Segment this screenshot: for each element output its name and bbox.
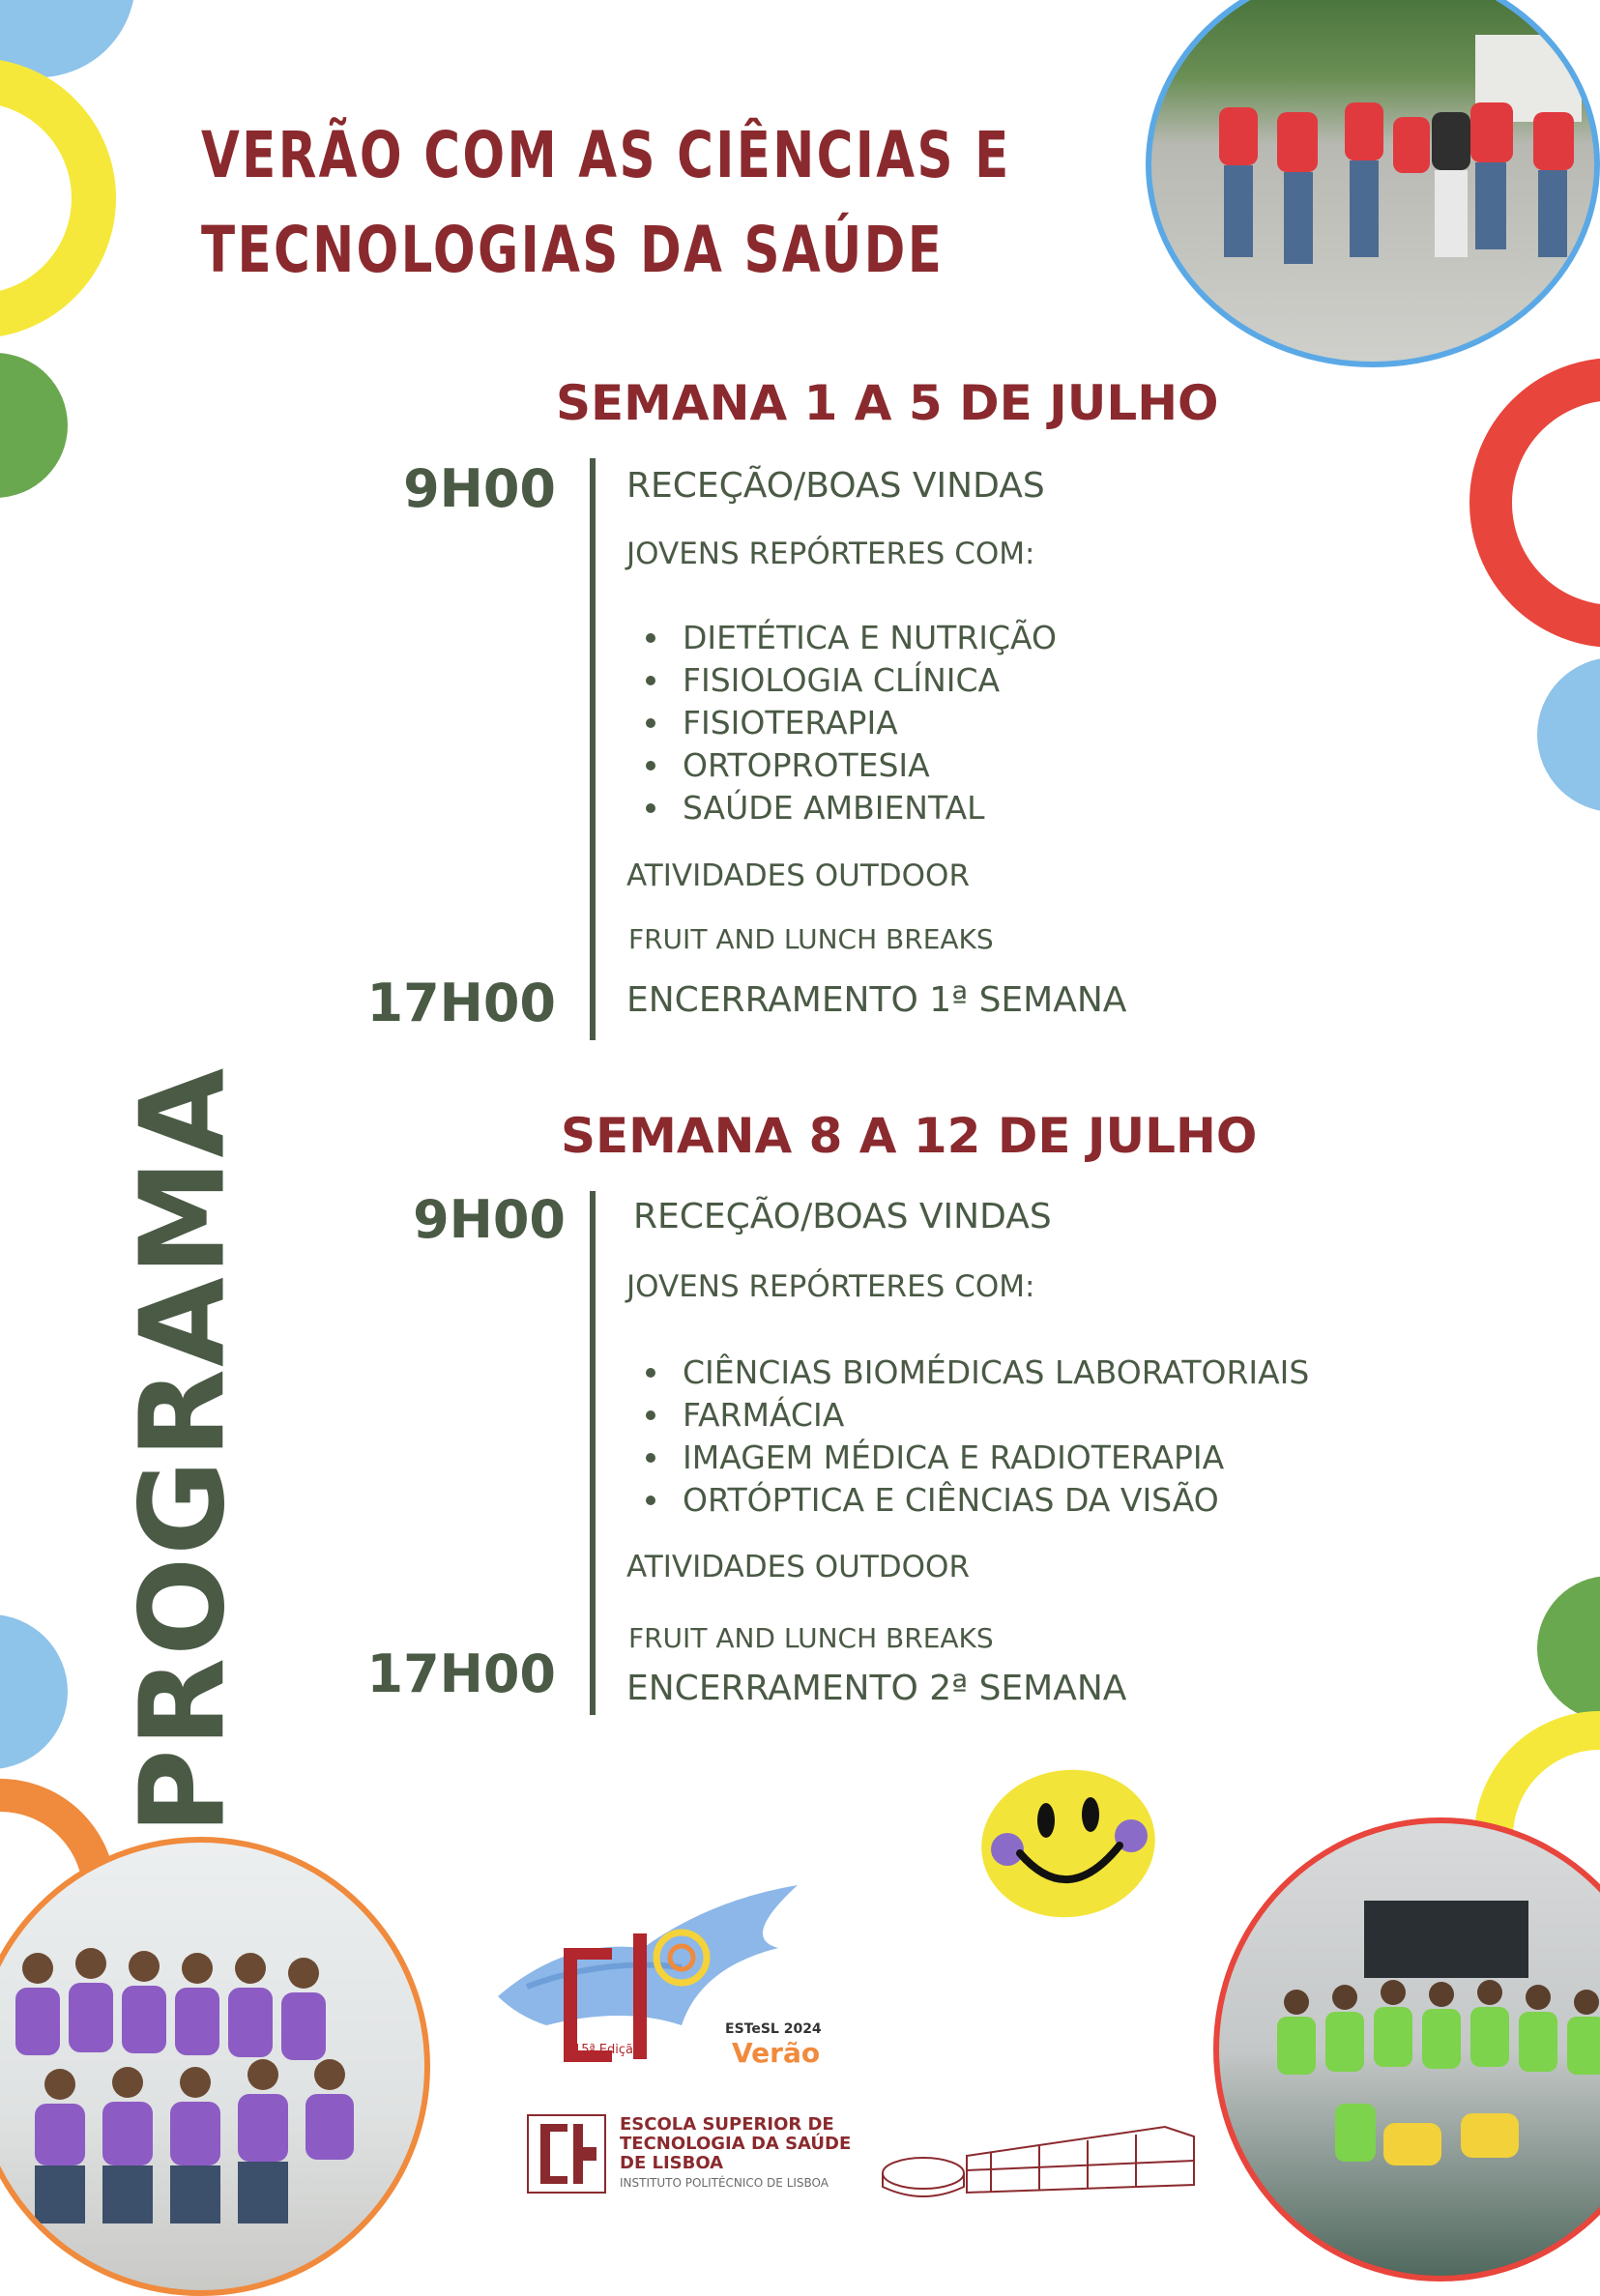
crowd-figures <box>1151 0 1600 367</box>
week1-heading: SEMANA 1 A 5 DE JULHO <box>556 375 1219 431</box>
school-line-4: INSTITUTO POLITÉCNICO DE LISBOA <box>620 2176 829 2190</box>
week1-closing: ENCERRAMENTO 1ª SEMANA <box>626 980 1127 1020</box>
week1-welcome: RECEÇÃO/BOAS VINDAS <box>626 466 1045 506</box>
smiley-icon <box>976 1764 1160 1919</box>
week1-breaks: FRUIT AND LUNCH BREAKS <box>628 923 994 955</box>
green-disc-left <box>0 353 68 498</box>
blue-disc-left-low <box>0 1614 68 1769</box>
week2-course-list <box>642 1351 1309 1522</box>
week1-start-time: 9H00 <box>403 458 556 519</box>
school-logo <box>527 2112 894 2199</box>
week2-outdoor: ATIVIDADES OUTDOOR <box>626 1550 970 1584</box>
week2-welcome: RECEÇÃO/BOAS VINDAS <box>633 1197 1052 1236</box>
week2-timeline <box>590 1191 596 1715</box>
school-line-2: TECNOLOGIA DA SAÚDE <box>620 2134 852 2154</box>
bottom-right-photo <box>1213 1817 1600 2281</box>
event-edition: 15ª Edição <box>573 2043 641 2057</box>
week2-closing: ENCERRAMENTO 2ª SEMANA <box>626 1669 1127 1708</box>
blue-disc-right <box>1537 657 1600 812</box>
page-title <box>201 108 1011 298</box>
week1-outdoor: ATIVIDADES OUTDOOR <box>626 858 970 893</box>
building-sketch-icon <box>875 2117 1204 2209</box>
event-logo <box>488 1880 836 2078</box>
red-ring-right <box>1469 358 1600 648</box>
list-item: SAÚDE AMBIENTAL <box>642 787 1057 829</box>
list-item: FARMÁCIA <box>642 1394 1309 1437</box>
cheering-figures <box>1219 1823 1600 2281</box>
title-line-2: TECNOLOGIAS DA SAÚDE <box>201 213 945 287</box>
top-right-photo <box>1146 0 1600 367</box>
list-item: FISIOLOGIA CLÍNICA <box>642 659 1057 702</box>
week2-heading: SEMANA 8 A 12 DE JULHO <box>561 1108 1258 1164</box>
event-brand: ESTeSL 2024 <box>725 2021 822 2037</box>
school-line-3: DE LISBOA <box>620 2153 724 2173</box>
list-item: ORTOPROTESIA <box>642 744 1057 787</box>
week2-end-time: 17H00 <box>366 1643 556 1704</box>
week2-breaks: FRUIT AND LUNCH BREAKS <box>628 1622 994 1654</box>
week2-reporters: JOVENS REPÓRTERES COM: <box>626 1269 1035 1304</box>
list-item: CIÊNCIAS BIOMÉDICAS LABORATORIAIS <box>642 1351 1309 1394</box>
yellow-ring-left <box>0 58 116 338</box>
week1-reporters: JOVENS REPÓRTERES COM: <box>626 537 1035 571</box>
list-item: FISIOTERAPIA <box>642 702 1057 744</box>
week1-end-time: 17H00 <box>366 973 556 1033</box>
programa-label: PROGRAMA <box>116 1065 251 1835</box>
school-line-1: ESCOLA SUPERIOR DE <box>620 2114 834 2135</box>
list-item: ORTÓPTICA E CIÊNCIAS DA VISÃO <box>642 1479 1309 1522</box>
group-figures <box>0 1843 430 2296</box>
list-item: DIETÉTICA E NUTRIÇÃO <box>642 617 1057 659</box>
week1-course-list <box>642 617 1057 829</box>
bottom-left-photo <box>0 1837 430 2296</box>
school-emblem-icon <box>527 2114 606 2194</box>
week1-timeline <box>590 458 596 1040</box>
green-disc-right <box>1537 1576 1600 1721</box>
week2-start-time: 9H00 <box>413 1189 566 1250</box>
list-item: IMAGEM MÉDICA E RADIOTERAPIA <box>642 1437 1309 1479</box>
event-name: Verão <box>732 2037 821 2069</box>
title-line-1: VERÃO COM AS CIÊNCIAS E <box>201 118 1011 192</box>
